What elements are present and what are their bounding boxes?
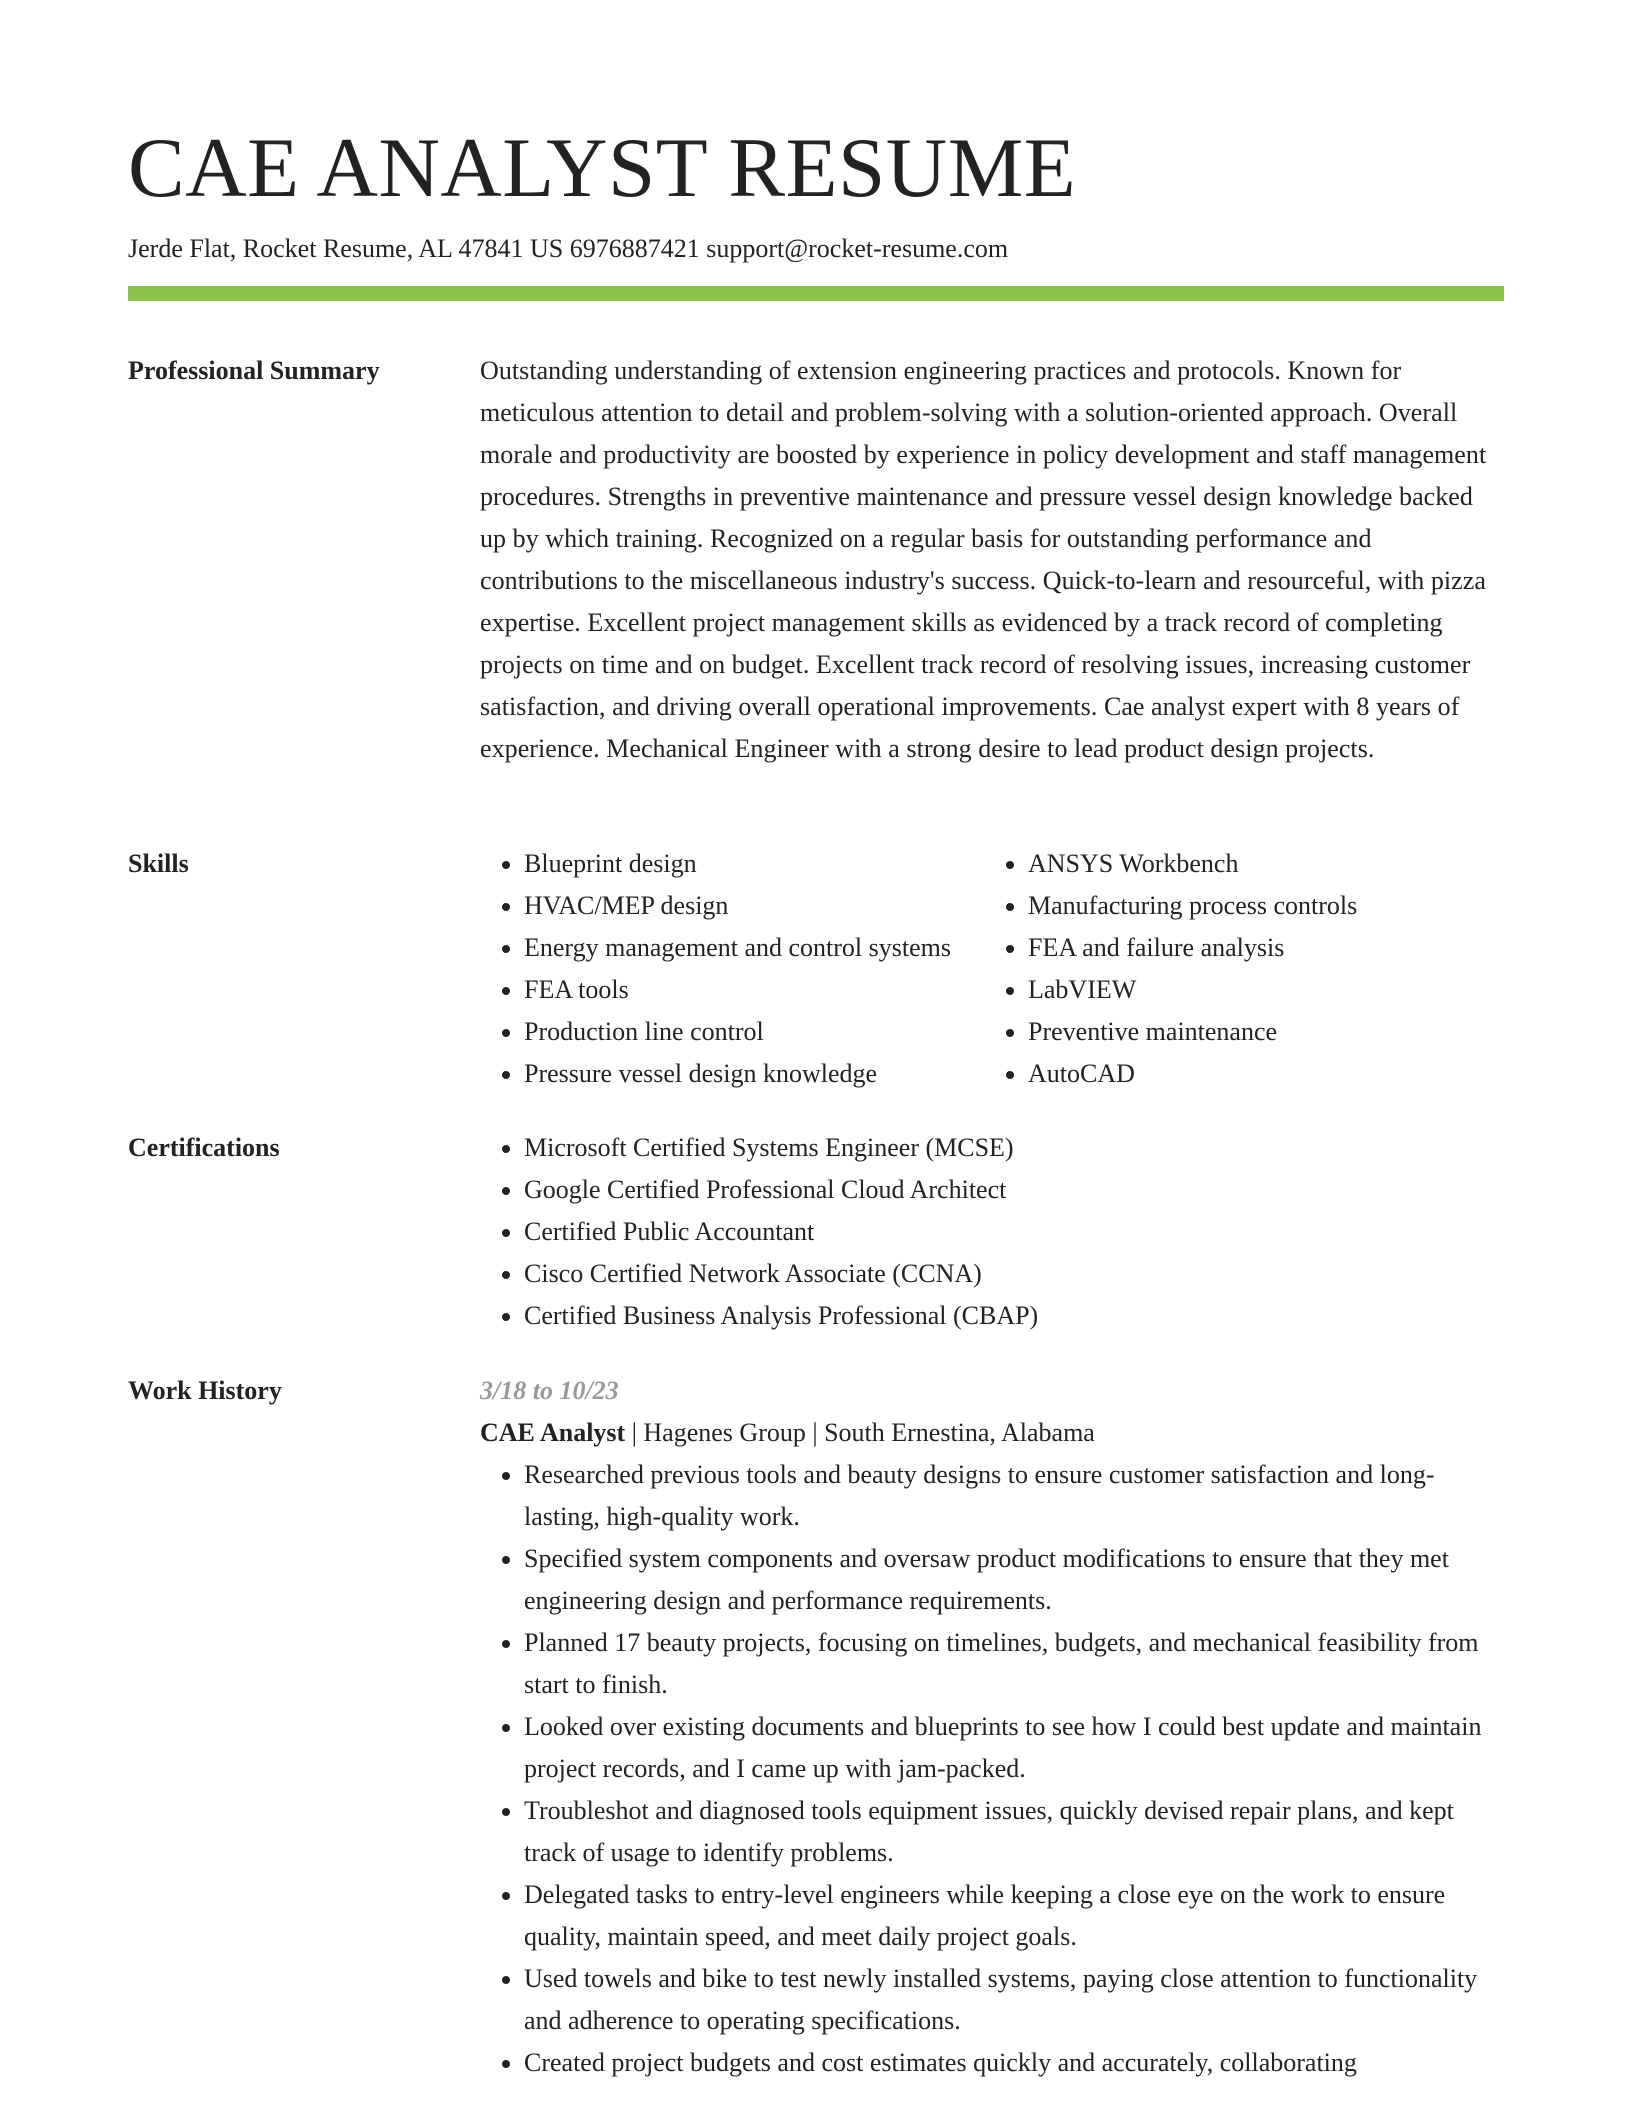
- certification-item: • Certified Public Accountant: [524, 1211, 1504, 1253]
- skill-item: • Manufacturing process controls: [1028, 885, 1548, 927]
- skill-item: • Production line control: [524, 1011, 1044, 1053]
- skill-item: • LabVIEW: [1028, 969, 1548, 1011]
- resume-title: CAE ANALYST RESUME: [128, 121, 1077, 215]
- header-divider: [128, 286, 1504, 301]
- summary-body: [480, 350, 1504, 770]
- job-title: CAE Analyst: [480, 1418, 626, 1447]
- skill-item: • Energy management and control systems: [524, 927, 1044, 969]
- certifications-label: Certifications: [128, 1133, 280, 1162]
- summary-label: Professional Summary: [128, 356, 380, 385]
- job-heading: [480, 1412, 1504, 1454]
- skill-item: • ANSYS Workbench: [1028, 843, 1548, 885]
- skill-item: • AutoCAD: [1028, 1053, 1548, 1095]
- job-bullet: • Troubleshot and diagnosed tools equipment issues, quickly devised repair plans, and kept track of usage to identify problems.: [524, 1790, 1504, 1874]
- work-history-body: [480, 1370, 1504, 2084]
- skill-item: • Blueprint design: [524, 843, 1044, 885]
- job-bullet: • Delegated tasks to entry-level engineers while keeping a close eye on the work to ensure quality, maintain speed, and meet daily project goals.: [524, 1874, 1504, 1958]
- skill-item: • FEA tools: [524, 969, 1044, 1011]
- job-bullet: • Specified system components and oversaw product modifications to ensure that they met engineering design and performance requirements.: [524, 1538, 1504, 1622]
- job-bullet: • Used towels and bike to test newly installed systems, paying close attention to functionality and adherence to operating specifications.: [524, 1958, 1504, 2042]
- job-bullets: [480, 1454, 1504, 2084]
- skills-label: Skills: [128, 849, 189, 878]
- certification-item: • Certified Business Analysis Professional (CBAP): [524, 1295, 1504, 1337]
- job-bullet: • Researched previous tools and beauty designs to ensure customer satisfaction and long-lasting, high-quality work.: [524, 1454, 1504, 1538]
- certification-item: • Microsoft Certified Systems Engineer (MCSE): [524, 1127, 1504, 1169]
- job-dates: 3/18 to 10/23: [480, 1376, 619, 1405]
- contact-info: Jerde Flat, Rocket Resume, AL 47841 US 6976887421 support@rocket-resume.com: [128, 234, 1009, 263]
- skills-body: [480, 843, 1504, 1103]
- certifications-body: [480, 1127, 1504, 1337]
- job-bullet: • Created project budgets and cost estimates quickly and accurately, collaborating: [524, 2042, 1504, 2084]
- skill-item: • Pressure vessel design knowledge: [524, 1053, 1044, 1095]
- summary-text: Outstanding understanding of extension engineering practices and protocols. Known for meticulous attention to detail and problem-solving with a solution-oriented approach. Overall morale and productivity are boosted by experience in policy development and staff management procedures. Strengths in preventive maintenance and pressure vessel design knowledge backed up by which training. Recognized on a regular basis for outstanding performance and contributions to the miscellaneous industry's success. Quick-to-learn and resourceful, with pizza expertise. Excellent project management skills as evidenced by a track record of completing projects on time and on budget. Excellent track record of resolving issues, increasing customer satisfaction, and driving overall operational improvements. Cae analyst expert with 8 years of experience. Mechanical Engineer with a strong desire to lead product design projects.: [480, 356, 1487, 763]
- skill-item: • HVAC/MEP design: [524, 885, 1044, 927]
- work-history-label: Work History: [128, 1376, 282, 1405]
- job-bullet: • Looked over existing documents and blueprints to see how I could best update and maintain project records, and I came up with jam-packed.: [524, 1706, 1504, 1790]
- job-details: | Hagenes Group | South Ernestina, Alabama: [625, 1418, 1095, 1447]
- certification-item: • Cisco Certified Network Associate (CCNA): [524, 1253, 1504, 1295]
- certification-item: • Google Certified Professional Cloud Architect: [524, 1169, 1504, 1211]
- skills-list-right: [984, 843, 1548, 1095]
- skills-list-left: [480, 843, 1044, 1095]
- skill-item: • Preventive maintenance: [1028, 1011, 1548, 1053]
- job-bullet: • Planned 17 beauty projects, focusing on timelines, budgets, and mechanical feasibility from start to finish.: [524, 1622, 1504, 1706]
- skill-item: • FEA and failure analysis: [1028, 927, 1548, 969]
- certifications-list: [480, 1127, 1504, 1337]
